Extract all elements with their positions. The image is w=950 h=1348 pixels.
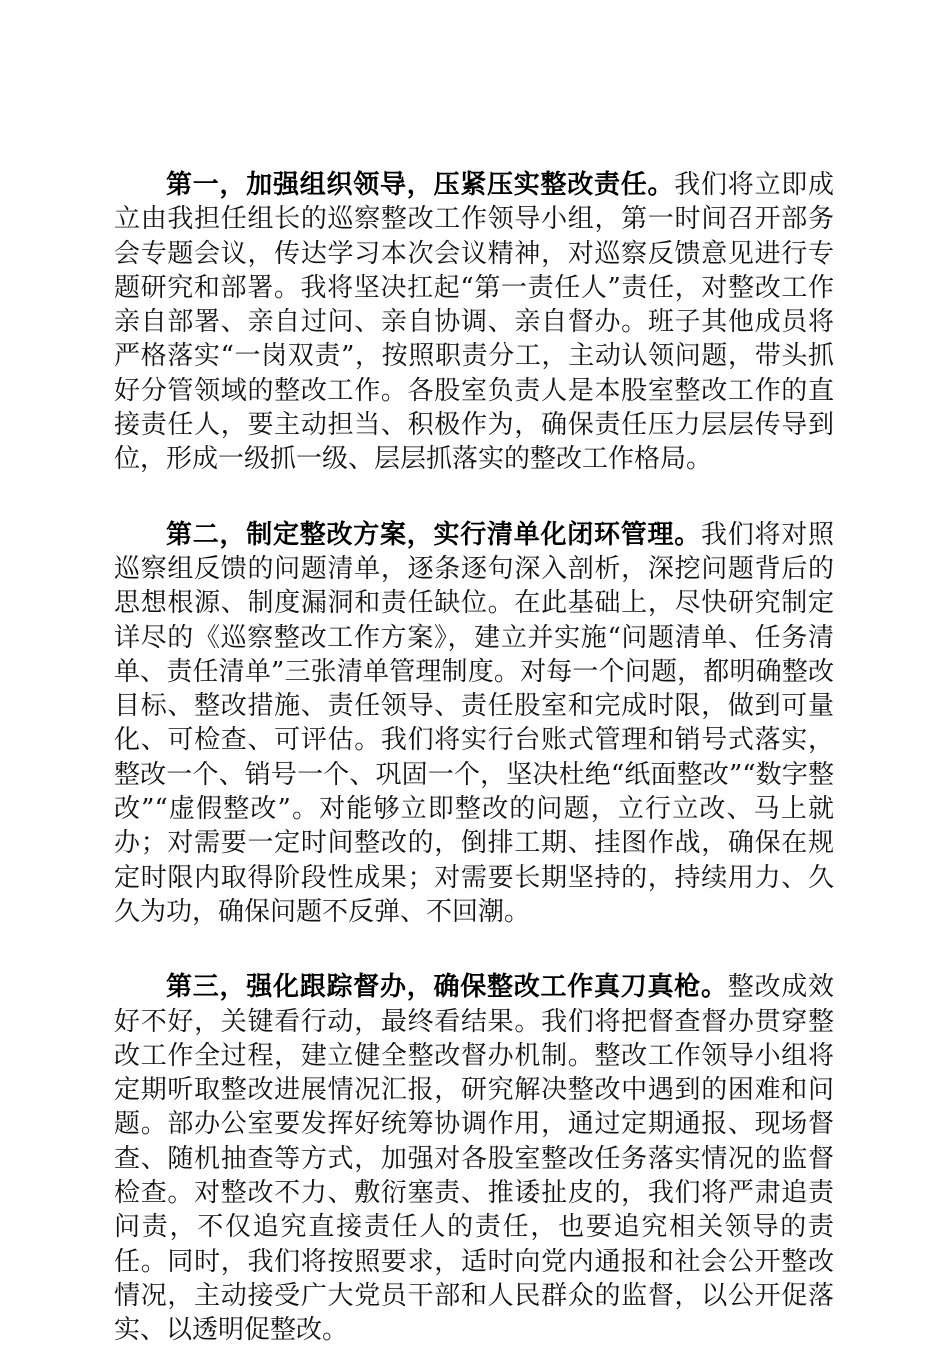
paragraph-3-text: 整改成效好不好，关键看行动，最终看结果。我们将把督查督办贯穿整改工作全过程，建立健全整改督办机制。整改工作领导小组将定期听取整改进展情况汇报，研究解决整改中遇到的困难和问题。部办公室要发挥好统筹协调作用，通过定期通报、现场督查、随机抽查等方式，加强对各股室整改任务落实情况的监督检查。对整改不力、敷衍塞责、推诿扯皮的，我们将严肃追责问责，不仅追究直接责任人的责任，也要追究相关领导的责任。同时，我们将按照要求，适时向党内通报和社会公开整改情况，主动接受广大党员干部和人民群众的监督，以公开促落实、以透明促整改。 xyxy=(114,972,834,1346)
paragraph-1 xyxy=(114,168,834,477)
document-body xyxy=(114,168,834,1348)
paragraph-2-heading: 第二，制定整改方案，实行清单化闭环管理。 xyxy=(166,519,701,550)
paragraph-3-heading: 第三，强化跟踪督办，确保整改工作真刀真枪。 xyxy=(166,972,728,1003)
paragraph-1-heading: 第一，加强组织领导，压紧压实整改责任。 xyxy=(166,170,675,200)
paragraph-1-text: 我们将立即成立由我担任组长的巡察整改工作领导小组，第一时间召开部务会专题会议，传达学习本次会议精神，对巡察反馈意见进行专题研究和部署。我将坚决扛起“第一责任人”责任，对整改工作亲自部署、亲自过问、亲自协调、亲自督办。班子其他成员将严格落实“一岗双责”，按照职责分工，主动认领问题，带头抓好分管领域的整改工作。各股室负责人是本股室整改工作的直接责任人，要主动担当、积极作为，确保责任压力层层传导到位，形成一级抓一级、层层抓落实的整改工作格局。 xyxy=(114,170,834,475)
paragraph-2-text: 我们将对照巡察组反馈的问题清单，逐条逐句深入剖析，深挖问题背后的思想根源、制度漏洞和责任缺位。在此基础上，尽快研究制定详尽的《巡察整改工作方案》，建立并实施“问题清单、任务清单、责任清单”三张清单管理制度。对每一个问题，都明确整改目标、整改措施、责任领导、责任股室和完成时限，做到可量化、可检查、可评估。我们将实行台账式管理和销号式落实，整改一个、销号一个、巩固一个，坚决杜绝“纸面整改”“数字整改”“虚假整改”。对能够立即整改的问题，立行立改、马上就办；对需要一定时间整改的，倒排工期、挂图作战，确保在规定时限内取得阶段性成果；对需要长期坚持的，持续用力、久久为功，确保问题不反弹、不回潮。 xyxy=(114,519,834,927)
paragraph-2 xyxy=(114,518,834,930)
paragraph-3 xyxy=(114,970,834,1347)
